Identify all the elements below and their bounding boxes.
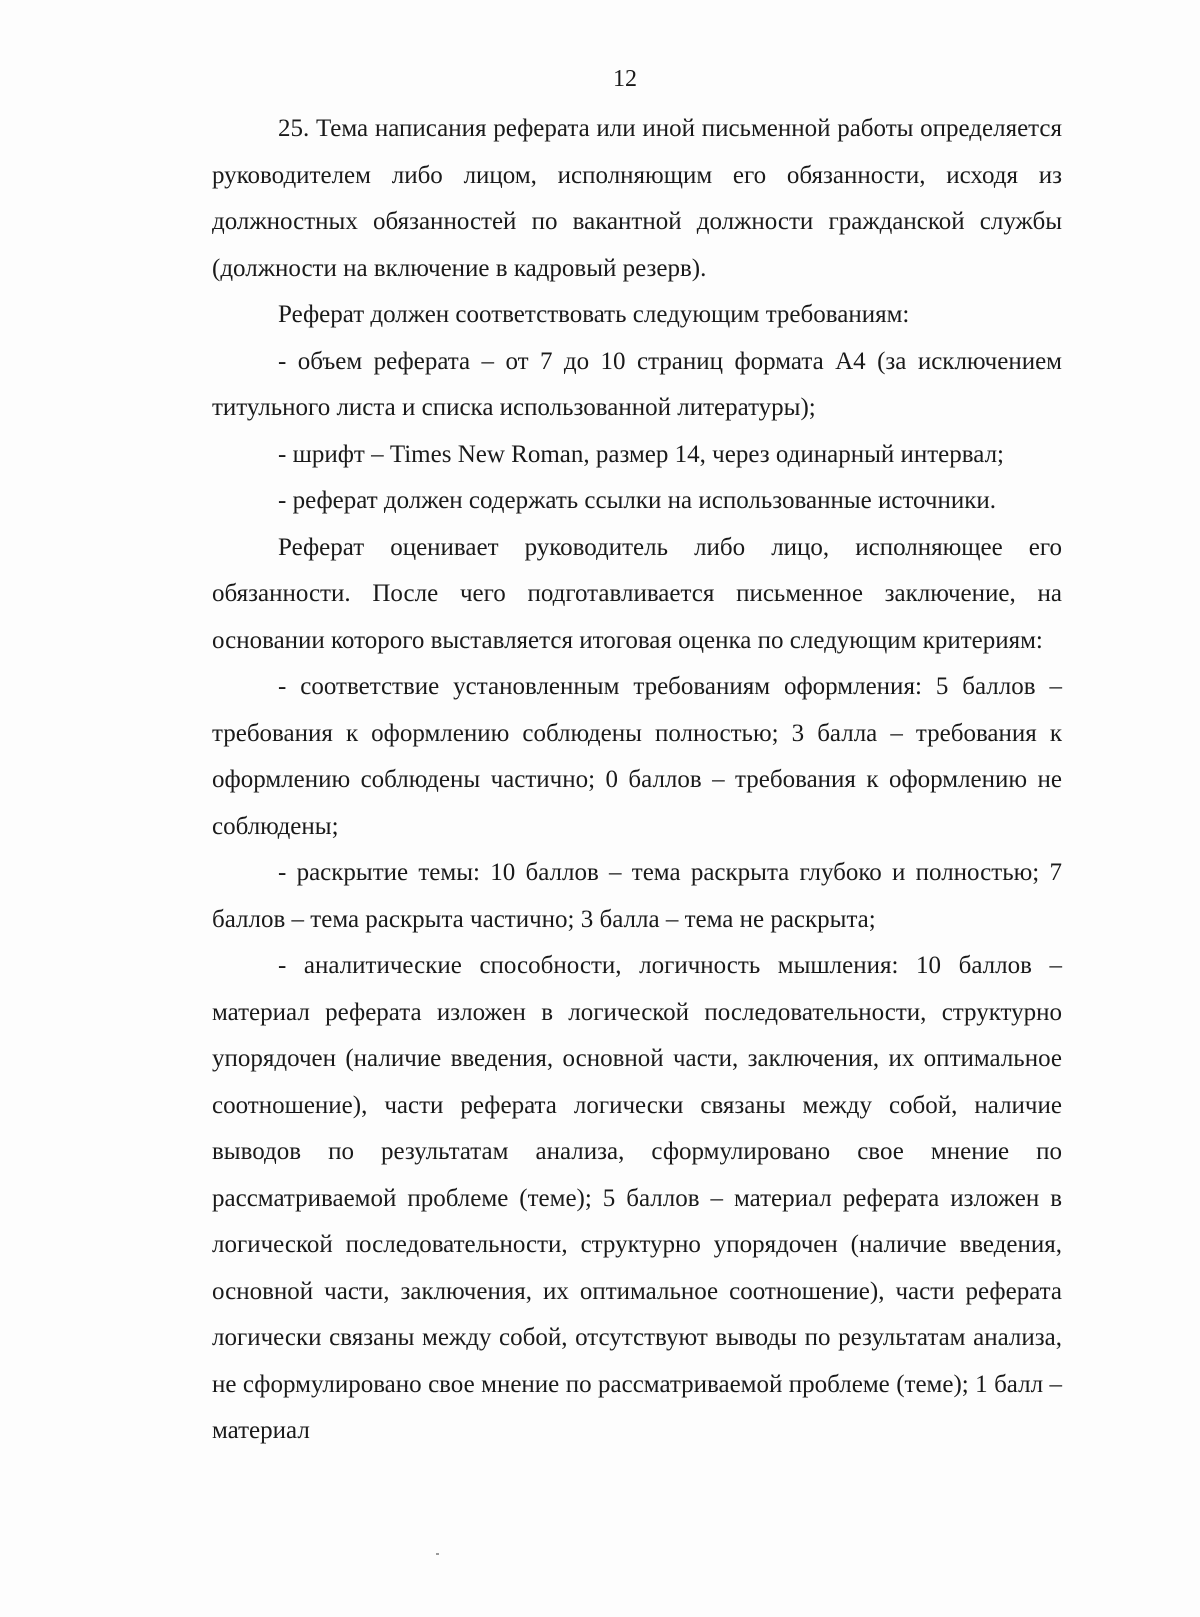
paragraph-requirements-intro: Реферат должен соответствовать следующим требованиям: bbox=[278, 301, 910, 328]
paragraph-evaluation: Реферат оценивает руководитель либо лицо, исполняющее его обязанности. После чего подготавливается письменное заключение, на основании которого выставляется итоговая оценка по следующим критериям: bbox=[212, 533, 1062, 654]
paragraph-references: - реферат должен содержать ссылки на использованные источники. bbox=[278, 487, 997, 514]
paragraph-volume: - объем реферата – от 7 до 10 страниц формата А4 (за исключением титульного листа и списка использованной литературы); bbox=[212, 347, 1062, 421]
paragraph-topic: 25. Тема написания реферата или иной письменной работы определяется руководителем либо лицом, исполняющим его обязанности, исходя из должностных обязанностей по вакантной должности гражданской службы (должности на включение в кадровый резерв). bbox=[212, 115, 1062, 282]
paragraph-criterion-analytics: - аналитические способности, логичность мышления: 10 баллов – материал реферата изложен в логической последовательности, структурно упорядочен (наличие введения, основной части, заключения, их оптимальное соотношение), части реферата логически связаны между собой, наличие выводов по результатам анализа, сформулировано свое мнение по рассматриваемой проблеме (теме); 5 баллов – материал реферата изложен в логической последовательности, структурно упорядочен (наличие введения, основной части, заключения, их оптимальное соотношение), части реферата логически связаны между собой, отсутствуют выводы по результатам анализа, не сформулировано свое мнение по рассматриваемой проблеме (теме); 1 балл – материал bbox=[212, 952, 1062, 1444]
document-body bbox=[212, 106, 1062, 1455]
paragraph-criterion-topic: - раскрытие темы: 10 баллов – тема раскрыта глубоко и полностью; 7 баллов – тема раскрыта частично; 3 балла – тема не раскрыта; bbox=[212, 859, 1062, 933]
page-number: 12 bbox=[613, 66, 637, 92]
paragraph-criterion-formatting: - соответствие установленным требованиям оформления: 5 баллов – требования к оформлению соблюдены полностью; 3 балла – требования к оформлению соблюдены частично; 0 баллов – требования к оформлению не соблюдены; bbox=[212, 673, 1062, 840]
paragraph-font: - шрифт – Times New Roman, размер 14, через одинарный интервал; bbox=[278, 440, 1004, 468]
scan-speck bbox=[436, 1553, 439, 1555]
